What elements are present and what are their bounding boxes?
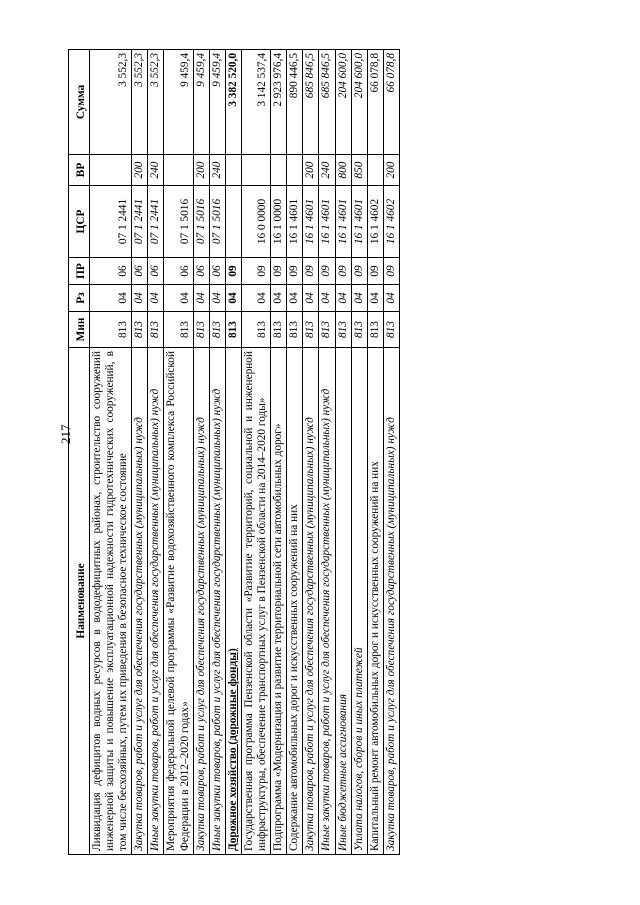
cell-min: 813	[335, 312, 351, 348]
cell-sum: 66 078,8	[367, 50, 383, 155]
cell-min: 813	[132, 312, 148, 348]
cell-rz: 04	[209, 285, 225, 312]
header-min: Мин	[69, 312, 90, 348]
cell-min: 813	[319, 312, 335, 348]
header-name: Наименование	[69, 348, 90, 855]
rotated-page	[68, 50, 608, 855]
cell-rz: 04	[164, 285, 193, 312]
table-row	[335, 50, 351, 855]
cell-min: 813	[383, 312, 399, 348]
cell-sum: 9 459,4	[209, 50, 225, 155]
cell-vr	[164, 155, 193, 186]
cell-csr: 07 1 2441	[148, 186, 164, 258]
cell-csr: 07 1 5016	[164, 186, 193, 258]
table-row	[271, 50, 287, 855]
cell-min: 813	[351, 312, 367, 348]
cell-name: Капитальный ремонт автомобильных дорог и искусственных сооружений на них	[367, 348, 383, 855]
cell-sum: 3 552,3	[148, 50, 164, 155]
cell-name: Закупка товаров, работ и услуг для обеспечения государственных (муниципальных) нужд	[303, 348, 319, 855]
cell-name: Иные закупки товаров, работ и услуг для обеспечения государственных (муниципальных) нужд	[209, 348, 225, 855]
table-row	[209, 50, 225, 855]
header-rz: Рз	[69, 285, 90, 312]
cell-vr	[367, 155, 383, 186]
cell-pr: 09	[241, 258, 270, 285]
cell-vr: 200	[383, 155, 399, 186]
cell-csr: 16 1 0000	[271, 186, 287, 258]
cell-name: Мероприятия федеральной целевой программы «Развитие водохозяйственного комплекса Российской Федерации в 2012–2020 годах»	[164, 348, 193, 855]
cell-pr: 09	[225, 258, 241, 285]
cell-csr: 07 1 5016	[193, 186, 209, 258]
cell-sum: 3 142 537,4	[241, 50, 270, 155]
cell-min: 813	[303, 312, 319, 348]
cell-vr: 200	[193, 155, 209, 186]
cell-rz: 04	[367, 285, 383, 312]
cell-name: Иные закупки товаров, работ и услуг для обеспечения государственных (муниципальных) нужд	[319, 348, 335, 855]
cell-pr: 09	[271, 258, 287, 285]
cell-sum: 2 923 976,4	[271, 50, 287, 155]
cell-sum: 685 846,5	[319, 50, 335, 155]
cell-min: 813	[193, 312, 209, 348]
cell-rz: 04	[241, 285, 270, 312]
table-row	[164, 50, 193, 855]
cell-vr	[271, 155, 287, 186]
cell-vr: 200	[132, 155, 148, 186]
table-row	[383, 50, 399, 855]
cell-sum: 204 600,0	[351, 50, 367, 155]
cell-min: 813	[164, 312, 193, 348]
cell-pr: 09	[287, 258, 303, 285]
cell-name: Государственная программа Пензенской области «Развитие территорий, социальной и инженерной инфраструктуры, обеспечение транспортных услуг в Пензенской области на 2014–2020 годы»	[241, 348, 270, 855]
cell-csr: 16 1 4602	[383, 186, 399, 258]
cell-vr	[287, 155, 303, 186]
cell-min: 813	[241, 312, 270, 348]
cell-rz: 04	[148, 285, 164, 312]
cell-sum: 3 552,3	[132, 50, 148, 155]
cell-pr: 06	[90, 258, 132, 285]
cell-pr: 06	[164, 258, 193, 285]
table-header-row	[69, 50, 90, 855]
table-body	[90, 50, 400, 855]
cell-sum: 9 459,4	[164, 50, 193, 155]
cell-pr: 09	[383, 258, 399, 285]
cell-vr	[225, 155, 241, 186]
table-row	[351, 50, 367, 855]
table-row	[367, 50, 383, 855]
cell-pr: 09	[335, 258, 351, 285]
cell-name: Иные закупки товаров, работ и услуг для обеспечения государственных (муниципальных) нужд	[148, 348, 164, 855]
table-row	[319, 50, 335, 855]
cell-min: 813	[148, 312, 164, 348]
cell-name: Закупка товаров, работ и услуг для обеспечения государственных (муниципальных) нужд	[383, 348, 399, 855]
cell-csr: 07 1 2441	[132, 186, 148, 258]
cell-csr: 16 0 0000	[241, 186, 270, 258]
cell-pr: 09	[351, 258, 367, 285]
cell-csr: 16 1 4601	[319, 186, 335, 258]
cell-csr: 07 1 2441	[90, 186, 132, 258]
cell-sum: 685 846,5	[303, 50, 319, 155]
cell-pr: 06	[209, 258, 225, 285]
cell-rz: 04	[271, 285, 287, 312]
cell-sum: 890 446,5	[287, 50, 303, 155]
cell-name: Дорожное хозяйство (дорожные фонды)	[225, 348, 241, 855]
page-number: 217	[58, 424, 73, 444]
cell-rz: 04	[351, 285, 367, 312]
header-pr: ПР	[69, 258, 90, 285]
cell-vr: 240	[209, 155, 225, 186]
cell-name: Содержание автомобильных дорог и искусственных сооружений на них	[287, 348, 303, 855]
cell-pr: 06	[148, 258, 164, 285]
cell-csr: 16 1 4601	[335, 186, 351, 258]
cell-name: Ликвидация дефицитов водных ресурсов в вододефицитных районах, строительство сооружений инженерной защиты и повышение эксплуатационной надежности гидротехнических сооружений, в том числе бесхозяйных, путем их приведения в безопасное техническое состояние	[90, 348, 132, 855]
cell-min: 813	[225, 312, 241, 348]
cell-rz: 04	[335, 285, 351, 312]
header-csr: ЦСР	[69, 186, 90, 258]
budget-table	[68, 49, 400, 855]
header-sum: Сумма	[69, 50, 90, 155]
table-row	[193, 50, 209, 855]
cell-name: Закупка товаров, работ и услуг для обеспечения государственных (муниципальных) нужд	[193, 348, 209, 855]
table-row	[132, 50, 148, 855]
cell-sum: 3 552,3	[90, 50, 132, 155]
table-row	[303, 50, 319, 855]
cell-min: 813	[367, 312, 383, 348]
cell-min: 813	[209, 312, 225, 348]
cell-csr: 16 1 4602	[367, 186, 383, 258]
cell-vr: 240	[319, 155, 335, 186]
cell-vr: 800	[335, 155, 351, 186]
cell-pr: 09	[303, 258, 319, 285]
cell-min: 813	[271, 312, 287, 348]
table-row	[148, 50, 164, 855]
cell-vr: 240	[148, 155, 164, 186]
cell-pr: 09	[367, 258, 383, 285]
table-row	[241, 50, 270, 855]
cell-pr: 06	[193, 258, 209, 285]
cell-csr: 16 1 4601	[303, 186, 319, 258]
cell-rz: 04	[383, 285, 399, 312]
cell-rz: 04	[193, 285, 209, 312]
cell-sum: 204 600,0	[335, 50, 351, 155]
cell-sum: 9 459,4	[193, 50, 209, 155]
cell-vr: 850	[351, 155, 367, 186]
cell-rz: 04	[132, 285, 148, 312]
header-vr: ВР	[69, 155, 90, 186]
cell-vr	[90, 155, 132, 186]
cell-csr: 07 1 5016	[209, 186, 225, 258]
cell-name: Закупка товаров, работ и услуг для обеспечения государственных (муниципальных) нужд	[132, 348, 148, 855]
cell-vr: 200	[303, 155, 319, 186]
cell-min: 813	[90, 312, 132, 348]
cell-name: Иные бюджетные ассигнования	[335, 348, 351, 855]
cell-rz: 04	[287, 285, 303, 312]
cell-rz: 04	[225, 285, 241, 312]
cell-csr: 16 1 4601	[351, 186, 367, 258]
table-row	[90, 50, 132, 855]
cell-pr: 06	[132, 258, 148, 285]
cell-sum: 66 078,8	[383, 50, 399, 155]
cell-csr	[225, 186, 241, 258]
cell-csr: 16 1 4601	[287, 186, 303, 258]
cell-sum: 3 382 520,0	[225, 50, 241, 155]
cell-rz: 04	[319, 285, 335, 312]
cell-name: Уплата налогов, сборов и иных платежей	[351, 348, 367, 855]
table-row	[225, 50, 241, 855]
cell-vr	[241, 155, 270, 186]
table-row	[287, 50, 303, 855]
cell-pr: 09	[319, 258, 335, 285]
cell-rz: 04	[303, 285, 319, 312]
cell-rz: 04	[90, 285, 132, 312]
cell-min: 813	[287, 312, 303, 348]
cell-name: Подпрограмма «Модернизация и развитие территориальной сети автомобильных дорог»	[271, 348, 287, 855]
